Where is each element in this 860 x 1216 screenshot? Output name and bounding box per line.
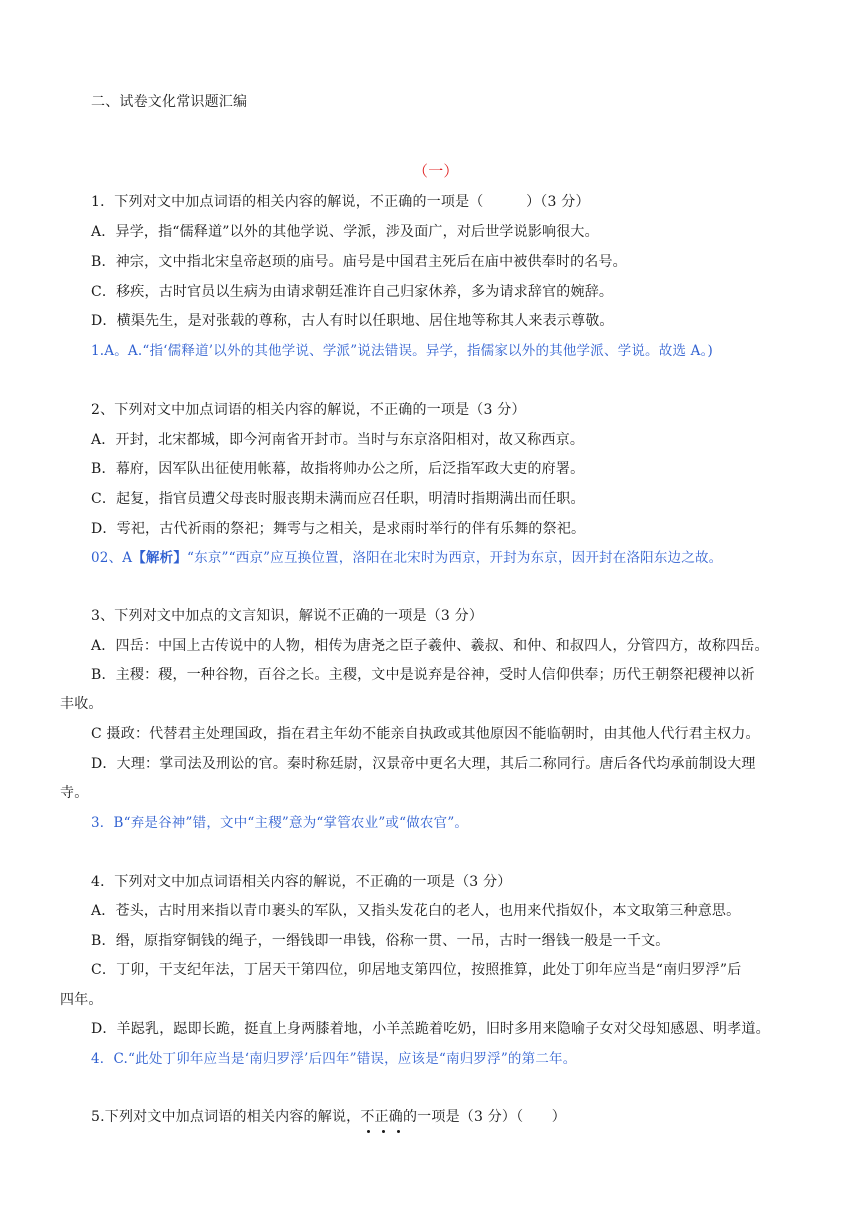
q2-answer-text: “东京”“西京”应互换位置，洛阳在北宋时为西京，开封为东京，因开封在洛阳东边之故。 (187, 550, 723, 566)
q1-option-a: A．异学，指“儒释道”以外的其他学说、学派，涉及面广，对后世学说影响很大。 (91, 224, 599, 240)
q4-option-c-cont: 四年。 (60, 992, 103, 1008)
q2-answer (91, 549, 722, 567)
q1-stem: 1．下列对文中加点词语的相关内容的解说，不正确的一项是（ ）（3 分） (91, 194, 590, 210)
q3-stem: 3、下列对文中加点的文言知识，解说不正确的一项是（3 分） (91, 608, 484, 624)
q2-answer-tag: 【解析】 (132, 550, 188, 566)
q4-option-d: D．羊跽乳，跽即长跪，挺直上身两膝着地，小羊羔跪着吃奶，旧时多用来隐喻子女对父母知感恩、明孝道。 (91, 1021, 770, 1037)
q2-option-d: D．雩祀，古代祈雨的祭祀；舞雩与之相关，是求雨时举行的伴有乐舞的祭祀。 (91, 521, 586, 537)
q2-answer-letter: 02、A (91, 550, 133, 566)
q3-answer: 3．B“弃是谷神”错，文中“主稷”意为“掌管农业”或“做农官”。 (91, 815, 469, 831)
q3-option-d-cont: 寺。 (60, 785, 89, 801)
q2-stem: 2、下列对文中加点词语的相关内容的解说，不正确的一项是（3 分） (91, 402, 526, 418)
q4-option-c: C．丁卯，干支纪年法，丁居天干第四位，卯居地支第四位，按照推算，此处丁卯年应当是“南归罗浮”后 (91, 962, 742, 978)
q3-option-b-cont: 丰收。 (60, 696, 103, 712)
section-title: 二、试卷文化常识题汇编 (91, 94, 248, 110)
q3-option-b: B．主稷：稷，一种谷物，百谷之长。主稷，文中是说弃是谷神，受时人信仰供奉；历代王朝祭祀稷神以祈 (91, 667, 755, 683)
q5-stem-emphasis-text: 不正确 (360, 1109, 403, 1125)
q5-stem-after: 的一项是（3 分）（ ） (402, 1109, 566, 1125)
q4-stem: 4．下列对文中加点词语相关内容的解说，不正确的一项是（3 分） (91, 874, 512, 890)
q4-option-b: B．缗，原指穿铜钱的绳子，一缗钱即一串钱，俗称一贯、一吊，古时一缗钱一般是一千文。 (91, 933, 670, 949)
q5-stem (91, 1108, 566, 1126)
q3-option-d: D．大理：掌司法及刑讼的官。秦时称廷尉，汉景帝中更名大理，其后二称同行。唐后各代均承前制设大理 (91, 756, 756, 772)
q5-stem-before: 5.下列对文中加点词语的相关内容的解说， (91, 1109, 361, 1125)
q5-stem-emphasis (360, 1108, 403, 1126)
q1-option-d: D．横渠先生，是对张载的尊称，古人有时以任职地、居住地等称其人来表示尊敬。 (91, 313, 614, 329)
q2-option-c: C．起复，指官员遭父母丧时服丧期未满而应召任职，明清时指期满出而任职。 (91, 491, 585, 507)
q4-answer: 4．C.“此处丁卯年应当是‘南归罗浮’后四年”错误，应该是“南归罗浮”的第二年。 (91, 1051, 577, 1067)
q1-option-c: C．移疾，古时官员以生病为由请求朝廷准许自己归家休养，多为请求辞官的婉辞。 (91, 284, 614, 300)
group-heading: （一） (413, 162, 459, 180)
q2-option-a: A．开封，北宋都城，即今河南省开封市。当时与东京洛阳相对，故又称西京。 (91, 432, 585, 448)
q3-option-c: C 摄政：代替君主处理国政，指在君主年幼不能亲自执政或其他原因不能临朝时，由其他人代行君主权力。 (91, 726, 760, 742)
q1-answer: 1.A。A.“指‘儒释道’以外的其他学说、学派”说法错误。异学，指儒家以外的其他学派、学说。故选 A。) (91, 343, 714, 359)
q1-option-b: B．神宗，文中指北宋皇帝赵顼的庙号。庙号是中国君主死后在庙中被供奉时的名号。 (91, 254, 627, 270)
q4-option-a: A．苍头，古时用来指以青巾裹头的军队，又指头发花白的老人，也用来代指奴仆，本文取第三种意思。 (91, 903, 741, 919)
emphasis-dots (362, 1129, 401, 1133)
q2-option-b: B．幕府，因军队出征使用帐幕，故指将帅办公之所，后泛指军政大吏的府署。 (91, 461, 585, 477)
q3-option-a: A．四岳：中国上古传说中的人物，相传为唐尧之臣子羲仲、羲叔、和仲、和叔四人，分管四方，故称四岳。 (91, 638, 769, 654)
